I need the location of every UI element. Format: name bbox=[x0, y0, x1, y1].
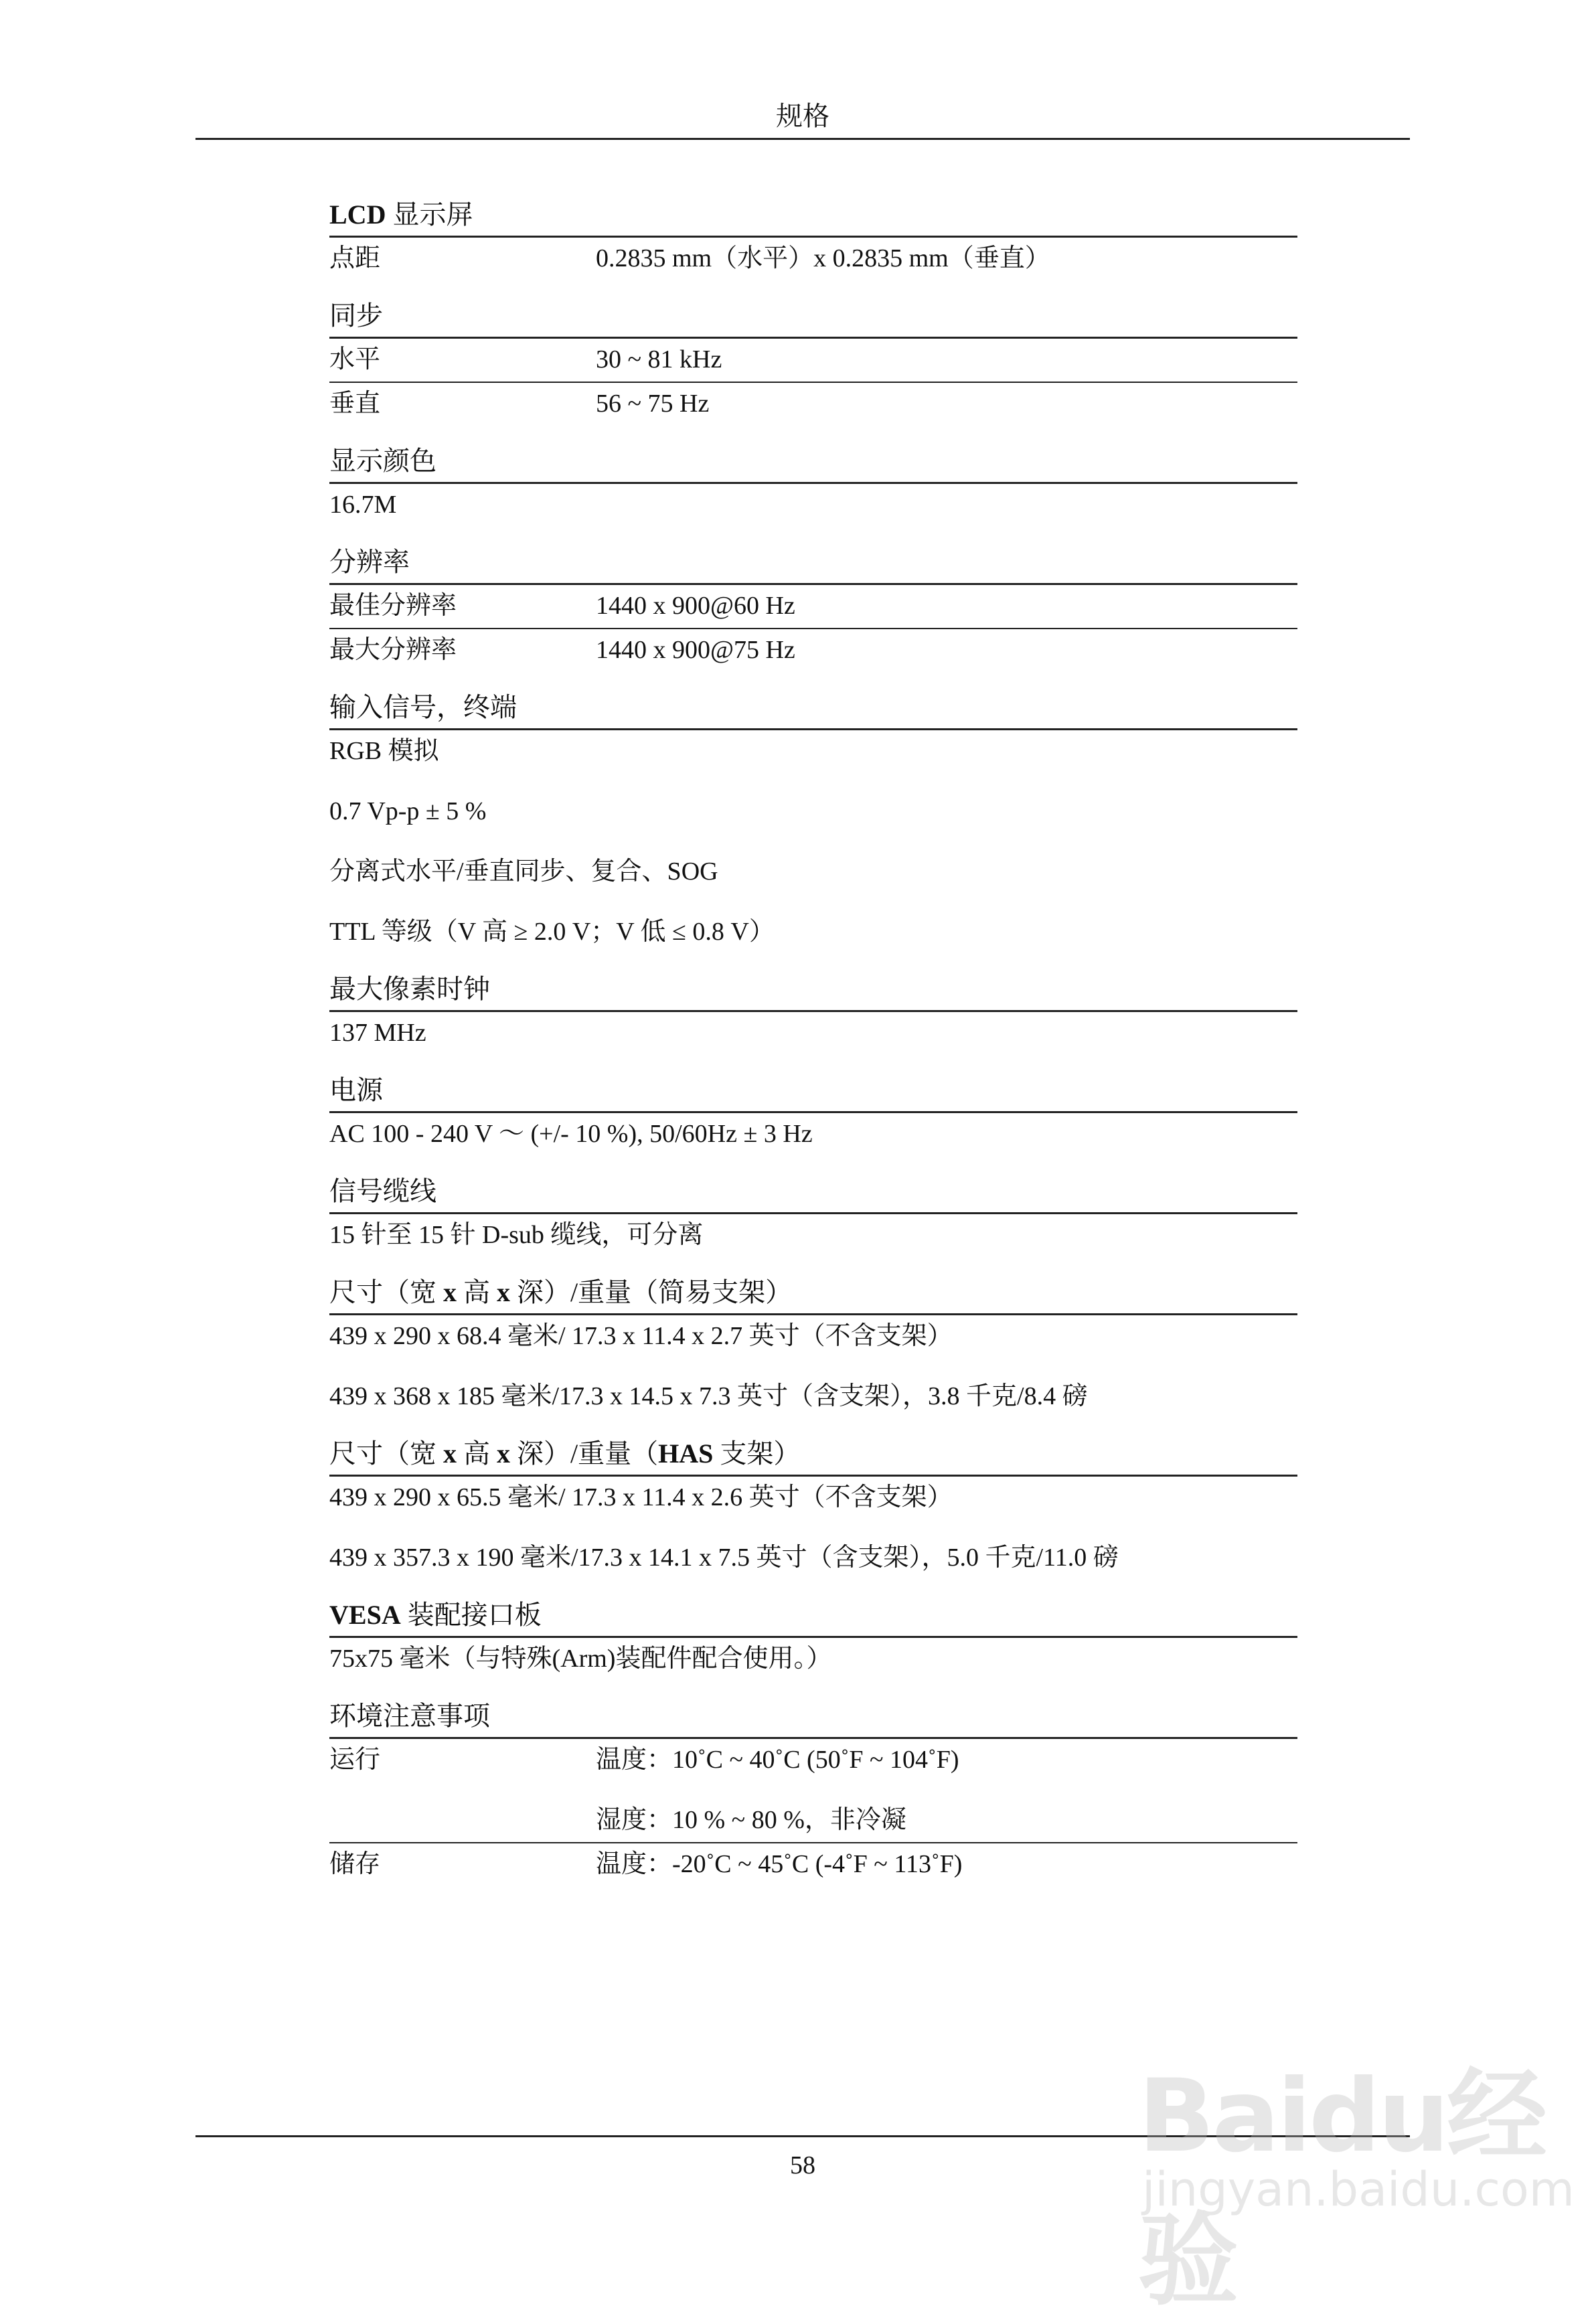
section-title: 尺寸（宽 x 高 x 深）/重量（HAS 支架） bbox=[329, 1433, 1297, 1477]
page-number: 58 bbox=[790, 2151, 815, 2179]
section-environment bbox=[329, 1695, 1297, 1886]
section-title: 信号缆线 bbox=[329, 1171, 1297, 1214]
spec-label: 点距 bbox=[329, 244, 381, 272]
spec-content bbox=[329, 194, 1297, 1901]
spec-text: TTL 等级（V 高 ≥ 2.0 V；V 低 ≤ 0.8 V） bbox=[329, 918, 775, 946]
spec-row bbox=[329, 1843, 1297, 1886]
section-dimensions-has-stand bbox=[329, 1433, 1297, 1580]
section-title: 输入信号，终端 bbox=[329, 687, 1297, 730]
spec-text: 15 针至 15 针 D-sub 缆线，可分离 bbox=[329, 1221, 704, 1249]
spec-value: 温度：-20˚C ~ 45˚C (-4˚F ~ 113˚F) bbox=[596, 1850, 963, 1878]
section-title: 分辨率 bbox=[329, 542, 1297, 585]
section-resolution bbox=[329, 542, 1297, 672]
spec-value: 1440 x 900@75 Hz bbox=[596, 636, 795, 664]
spec-text: 分离式水平/垂直同步、复合、SOG bbox=[329, 857, 718, 886]
spec-row bbox=[329, 339, 1297, 383]
spec-label: 储存 bbox=[329, 1850, 381, 1878]
section-sync bbox=[329, 295, 1297, 426]
spec-value: 湿度：10 % ~ 80 %，非冷凝 bbox=[596, 1806, 906, 1834]
spec-row bbox=[329, 383, 1297, 426]
spec-text: 0.7 Vp-p ± 5 % bbox=[329, 797, 487, 825]
spec-value: 1440 x 900@60 Hz bbox=[596, 592, 795, 620]
section-dimensions-simple-stand bbox=[329, 1272, 1297, 1418]
section-colors bbox=[329, 440, 1297, 527]
spec-text: 137 MHz bbox=[329, 1019, 426, 1047]
watermark-url: jingyan.baidu.com bbox=[1142, 2162, 1575, 2217]
spec-label: 最大分辨率 bbox=[329, 636, 457, 664]
spec-row bbox=[329, 238, 1297, 280]
spec-label: 水平 bbox=[329, 345, 381, 374]
spec-row bbox=[329, 1799, 1297, 1843]
section-title: VESA 装配接口板 bbox=[329, 1594, 1297, 1638]
section-title: 尺寸（宽 x 高 x 深）/重量（简易支架） bbox=[329, 1272, 1297, 1315]
page-header bbox=[195, 86, 1410, 140]
spec-label: 最佳分辨率 bbox=[329, 592, 457, 620]
spec-text: 75x75 毫米（与特殊(Arm)装配件配合使用。） bbox=[329, 1645, 832, 1673]
spec-text: 439 x 290 x 65.5 毫米/ 17.3 x 11.4 x 2.6 英寸（不含支架） bbox=[329, 1483, 953, 1511]
section-title: 同步 bbox=[329, 295, 1297, 339]
section-input-signal bbox=[329, 687, 1297, 954]
section-title: 电源 bbox=[329, 1070, 1297, 1113]
section-lcd bbox=[329, 194, 1297, 280]
spec-row bbox=[329, 1739, 1297, 1782]
section-title: 显示颜色 bbox=[329, 440, 1297, 484]
spec-value: 0.2835 mm（水平）x 0.2835 mm（垂直） bbox=[596, 244, 1050, 272]
baidu-watermark bbox=[1131, 2028, 1575, 2319]
watermark-logo: Baidu经验 bbox=[1138, 2058, 1545, 2319]
spec-value: 温度：10˚C ~ 40˚C (50˚F ~ 104˚F) bbox=[596, 1746, 959, 1774]
section-vesa bbox=[329, 1594, 1297, 1681]
spec-text: 16.7M bbox=[329, 491, 397, 519]
spec-text: RGB 模拟 bbox=[329, 737, 439, 765]
section-power bbox=[329, 1070, 1297, 1156]
spec-text: AC 100 - 240 V ～ (+/- 10 %), 50/60Hz ± 3 Hz bbox=[329, 1120, 813, 1148]
spec-label: 运行 bbox=[329, 1746, 381, 1774]
section-title: 最大像素时钟 bbox=[329, 969, 1297, 1012]
spec-row bbox=[329, 585, 1297, 629]
spec-value: 56 ~ 75 Hz bbox=[596, 390, 710, 418]
spec-value: 30 ~ 81 kHz bbox=[596, 345, 722, 374]
spec-text: 439 x 357.3 x 190 毫米/17.3 x 14.1 x 7.5 英寸（含支架），5.0 千克/11.0 磅 bbox=[329, 1544, 1119, 1572]
spec-label: 垂直 bbox=[329, 390, 381, 418]
section-title: 环境注意事项 bbox=[329, 1695, 1297, 1739]
spec-text: 439 x 368 x 185 毫米/17.3 x 14.5 x 7.3 英寸（含支架），3.8 千克/8.4 磅 bbox=[329, 1382, 1088, 1410]
spec-label bbox=[329, 1799, 596, 1842]
spec-row bbox=[329, 629, 1297, 672]
section-signal-cable bbox=[329, 1171, 1297, 1257]
spec-text: 439 x 290 x 68.4 毫米/ 17.3 x 11.4 x 2.7 英寸（不含支架） bbox=[329, 1322, 953, 1350]
section-pixel-clock bbox=[329, 969, 1297, 1055]
section-title: LCD 显示屏 bbox=[329, 194, 1297, 238]
page-title: 规格 bbox=[776, 101, 829, 131]
